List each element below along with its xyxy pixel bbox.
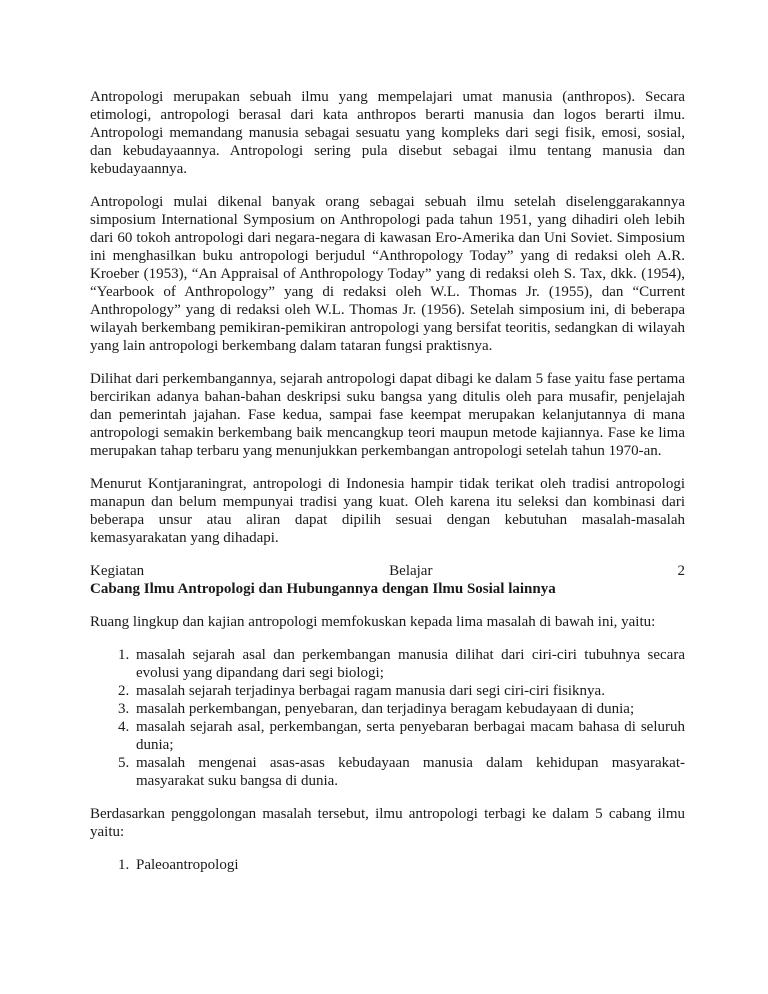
kegiatan-label: Kegiatan [90, 563, 145, 579]
section-heading: Cabang Ilmu Antropologi dan Hubungannya dengan Ilmu Sosial lainnya [90, 581, 556, 597]
problem-item-3: 3. masalah perkembangan, penyebaran, dan terjadinya beragam kebudayaan di dunia; [133, 700, 685, 718]
paragraph-kontjaraningrat: Menurut Kontjaraningrat, antropologi di Indonesia hampir tidak terikat oleh tradisi antropologi manapun dan belum mempunyai tradisi yang kuat. Oleh karena itu seleksi dan kombinasi dari beberapa unsur atau aliran dapat dipilih sesuai dengan kebutuhan masalah-masalah kemasyarakatan yang dihadapi. [90, 476, 685, 546]
paragraph-simposium-1951: Antropologi mulai dikenal banyak orang sebagai sebuah ilmu setelah diselenggarakannya simposium International Symposium on Anthropologi pada tahun 1951, yang dihadiri oleh lebih dari 60 tokoh antropologi dari negara-negara di kawasan Ero-Amerika dan Uni Soviet. Simposium ini menghasilkan buku antropologi berjudul “Anthropology Today” yang di redaksi oleh A.R. Kroeber (1953), “An Appraisal of Anthropology Today” yang di redaksi oleh S. Tax, dkk. (1954), “Yearbook of Anthropology” yang di redaksi oleh W.L. Thomas Jr. (1955), dan “Current Anthropology” yang di redaksi oleh W.L. Thomas Jr. (1956). Setelah simposium ini, di beberapa wilayah berkembang pemikiran-pemikiran antropologi yang bersifat teoritis, sedangkan di wilayah yang lain antropologi berkembang dalam tataran fungsi praktisnya. [90, 194, 685, 354]
problem-item-2: 2. masalah sejarah terjadinya berbagai ragam manusia dari segi ciri-ciri fisiknya. [133, 682, 685, 700]
kegiatan-number: 2 [677, 563, 685, 579]
problem-item-5: 5. masalah mengenai asas-asas kebudayaan manusia dalam kehidupan masyarakat-masyarakat suku bangsa di dunia. [133, 754, 685, 790]
problem-item-4: 4. masalah sejarah asal, perkembangan, serta penyebaran berbagai macam bahasa di seluruh dunia; [133, 718, 685, 754]
kegiatan-belajar-line [90, 562, 685, 580]
problem-list [90, 646, 685, 790]
belajar-label: Belajar [389, 563, 433, 579]
closing-paragraph: Berdasarkan penggolongan masalah tersebut, ilmu antropologi terbagi ke dalam 5 cabang ilmu yaitu: [90, 806, 685, 840]
paragraph-antropologi-definisi: Antropologi merupakan sebuah ilmu yang mempelajari umat manusia (anthropos). Secara etimologi, antropologi berasal dari kata anthropos berarti manusia dan logos berarti ilmu. Antropologi memandang manusia sebagai sesuatu yang kompleks dari segi fisik, emosi, sosial, dan kebudayaannya. Antropologi sering pula disebut sebagai ilmu tentang manusia dan kebudayaannya. [90, 89, 685, 177]
paragraph-lima-fase: Dilihat dari perkembangannya, sejarah antropologi dapat dibagi ke dalam 5 fase yaitu fase pertama bercirikan adanya bahan-bahan deskripsi suku bangsa yang ditulis oleh para musafir, penjelajah dan pemerintah jajahan. Fase kedua, sampai fase keempat merupakan kelanjutannya di mana antropologi semakin berkembang baik mencangkup teori maupun metode kajiannya. Fase ke lima merupakan tahap terbaru yang menunjukkan perkembangan antropologi setelah tahun 1970-an. [90, 371, 685, 459]
branch-item-1: 1. Paleoantropologi [133, 856, 685, 874]
problem-item-1: 1. masalah sejarah asal dan perkembangan manusia dilihat dari ciri-ciri tubuhnya secara evolusi yang dipandang dari segi biologi; [133, 646, 685, 682]
scope-intro: Ruang lingkup dan kajian antropologi memfokuskan kepada lima masalah di bawah ini, yaitu: [90, 614, 656, 630]
branch-list [90, 856, 685, 874]
